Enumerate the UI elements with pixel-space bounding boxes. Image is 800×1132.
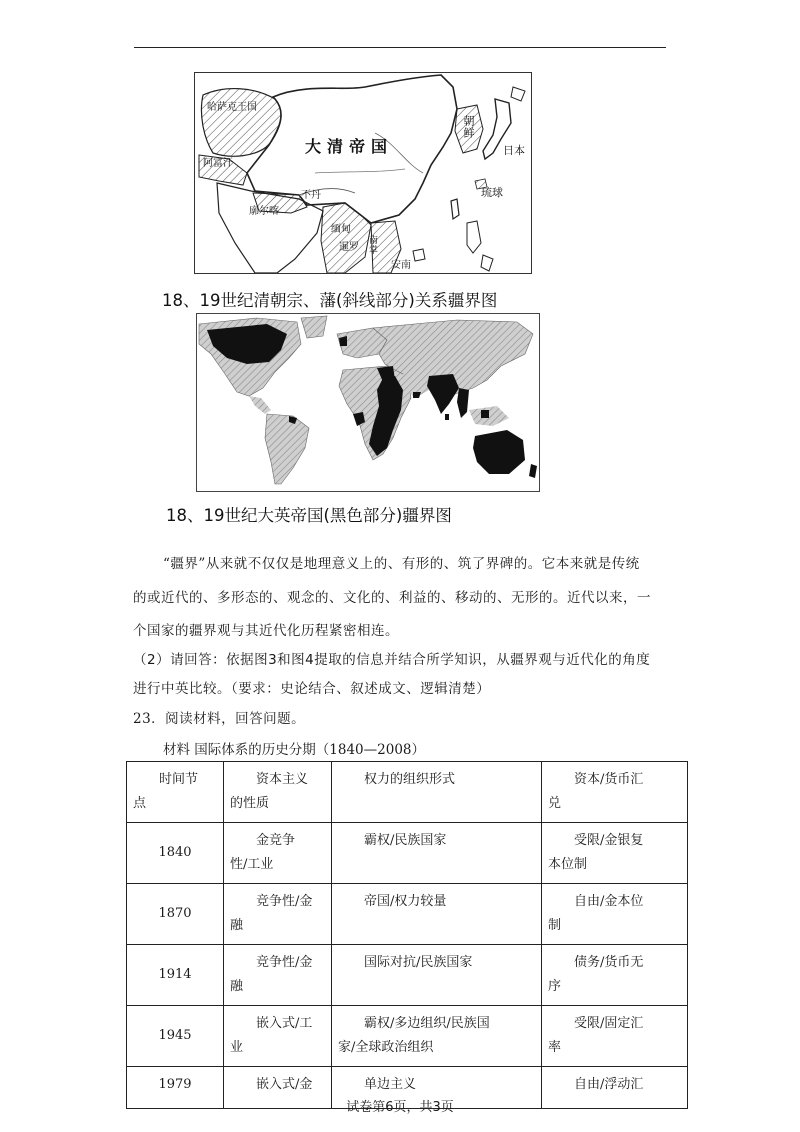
table-title: 材料 国际体系的历史分期（1840—2008） bbox=[163, 742, 426, 758]
nature-line-1: 嵌入式/金 bbox=[256, 1077, 313, 1092]
map1-label-afghan: 阿富汗 bbox=[203, 158, 233, 169]
currency-line-2: 本位制 bbox=[548, 857, 588, 872]
map1-label-nanzhang: 南掌 bbox=[367, 235, 377, 255]
nature-cell bbox=[224, 884, 332, 945]
header-currency-line-2: 兑 bbox=[548, 796, 562, 811]
table-row bbox=[127, 884, 688, 945]
nature-line-2: 性/工业 bbox=[230, 857, 274, 872]
material-paragraph-line-3: 个国家的疆界观与其近代化历程紧密相连。 bbox=[133, 623, 399, 639]
power-cell bbox=[332, 945, 542, 1006]
power-line-1: 国际对抗/民族国家 bbox=[364, 955, 473, 970]
currency-line-2: 序 bbox=[548, 979, 562, 994]
currency-line-1: 自由/浮动汇 bbox=[574, 1077, 644, 1092]
nature-cell bbox=[224, 945, 332, 1006]
header-time-line-2: 点 bbox=[133, 796, 147, 811]
year-cell: 1840 bbox=[127, 823, 224, 884]
map1-label-siam: 暹罗 bbox=[339, 242, 359, 253]
map1-label-burma: 缅甸 bbox=[331, 224, 351, 235]
british-empire-map bbox=[196, 313, 540, 492]
currency-line-1: 受限/固定汇 bbox=[574, 1016, 644, 1031]
currency-line-2: 率 bbox=[548, 1040, 562, 1055]
year-cell: 1945 bbox=[127, 1006, 224, 1067]
nature-line-1: 竞争性/金 bbox=[256, 955, 313, 970]
header-cell-currency bbox=[542, 762, 688, 823]
top-rule bbox=[134, 47, 666, 48]
year-cell: 1979 bbox=[127, 1067, 224, 1109]
world-map-drawing bbox=[197, 314, 539, 491]
currency-cell bbox=[542, 1006, 688, 1067]
nature-line-1: 金竞争 bbox=[256, 833, 296, 848]
map1-label-qing: 大清帝国 bbox=[305, 137, 394, 156]
map1-label-japan: 日本 bbox=[503, 144, 525, 157]
nature-line-2: 业 bbox=[230, 1040, 244, 1055]
year-cell: 1914 bbox=[127, 945, 224, 1006]
header-cell-nature bbox=[224, 762, 332, 823]
map1-label-bhutan: 不丹 bbox=[301, 190, 321, 201]
currency-cell bbox=[542, 945, 688, 1006]
nature-line-2: 融 bbox=[230, 979, 244, 994]
material-paragraph-line-1: “疆界”从来就不仅仅是地理意义上的、有形的、筑了界碑的。它本来就是传统 bbox=[163, 556, 640, 572]
power-line-2: 家/全球政治组织 bbox=[338, 1040, 434, 1055]
question-2-line-2: 进行中英比较。（要求：史论结合、叙述成文、逻辑清楚） bbox=[133, 681, 491, 697]
page-footer: 试卷第6页，共3页 bbox=[346, 1100, 454, 1115]
map1-label-kazakh: 哈萨克王国 bbox=[207, 102, 257, 113]
header-currency-line-1: 资本/货币汇 bbox=[574, 772, 644, 787]
power-cell bbox=[332, 823, 542, 884]
nature-cell bbox=[224, 823, 332, 884]
currency-line-1: 自由/金本位 bbox=[574, 894, 644, 909]
currency-cell bbox=[542, 884, 688, 945]
header-power-text: 权力的组织形式 bbox=[364, 772, 456, 787]
map1-label-annam: 安南 bbox=[391, 260, 411, 271]
power-line-1: 霸权/多边组织/民族国 bbox=[364, 1016, 490, 1031]
material-paragraph-line-2: 的或近代的、多形态的、观念的、文化的、利益的、移动的、无形的。近代以来，一 bbox=[133, 590, 651, 606]
header-time-line-1: 时间节 bbox=[159, 772, 199, 787]
nature-line-1: 竞争性/金 bbox=[256, 894, 313, 909]
header-nature-line-2: 的性质 bbox=[230, 796, 270, 811]
header-nature-line-1: 资本主义 bbox=[256, 772, 309, 787]
qing-tributary-map bbox=[194, 72, 532, 274]
table-row bbox=[127, 823, 688, 884]
question-2-line-1: （2）请回答：依据图3和图4提取的信息并结合所学知识，从疆界观与近代化的角度 bbox=[133, 652, 651, 668]
currency-line-1: 受限/金银复 bbox=[574, 833, 644, 848]
nature-line-2: 融 bbox=[230, 918, 244, 933]
map2-caption: 18、19世纪大英帝国(黑色部分)疆界图 bbox=[166, 506, 452, 525]
map1-label-ryukyu: 琉球 bbox=[481, 186, 503, 199]
currency-cell bbox=[542, 823, 688, 884]
currency-line-1: 债务/货币无 bbox=[574, 955, 644, 970]
history-periods-table bbox=[126, 761, 688, 1109]
header-cell-power bbox=[332, 762, 542, 823]
map1-label-korea: 朝鲜 bbox=[462, 115, 475, 139]
map1-label-gorkha: 廓尔喀 bbox=[249, 206, 279, 217]
power-cell bbox=[332, 884, 542, 945]
table-row bbox=[127, 1006, 688, 1067]
header-cell-time bbox=[127, 762, 224, 823]
power-line-1: 单边主义 bbox=[364, 1077, 417, 1092]
nature-cell bbox=[224, 1006, 332, 1067]
power-cell bbox=[332, 1006, 542, 1067]
currency-line-2: 制 bbox=[548, 918, 562, 933]
map1-caption: 18、19世纪清朝宗、藩(斜线部分)关系疆界图 bbox=[162, 291, 498, 310]
year-cell: 1870 bbox=[127, 884, 224, 945]
nature-line-1: 嵌入式/工 bbox=[256, 1016, 313, 1031]
power-line-1: 霸权/民族国家 bbox=[364, 833, 447, 848]
table-header-row bbox=[127, 762, 688, 823]
question-23: 23．阅读材料，回答问题。 bbox=[133, 711, 306, 727]
table-row bbox=[127, 945, 688, 1006]
power-line-1: 帝国/权力较量 bbox=[364, 894, 447, 909]
